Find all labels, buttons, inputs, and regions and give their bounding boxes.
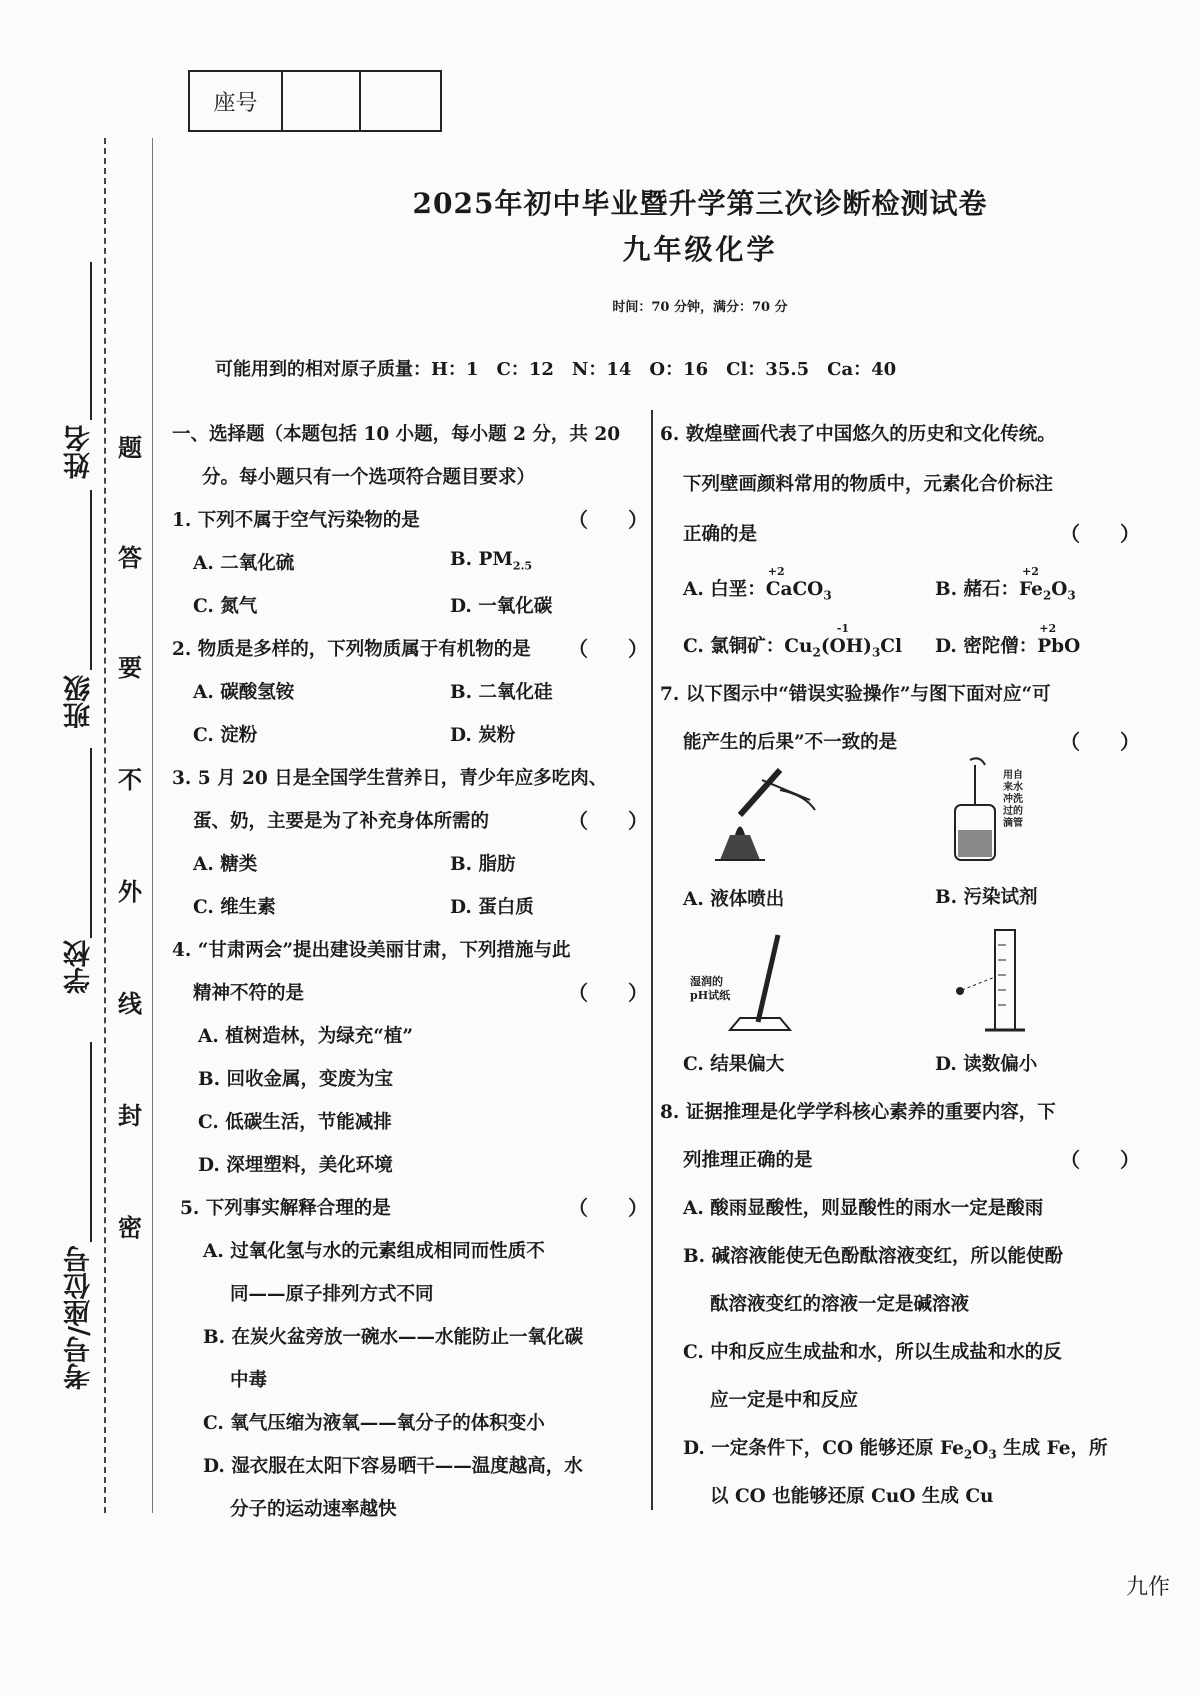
- answer-bracket[interactable]: （ ）: [568, 1196, 648, 1220]
- q7-option-c[interactable]: C. 结果偏大: [683, 1054, 785, 1075]
- q1-option-a[interactable]: A. 二氧化硫: [193, 553, 295, 574]
- q3-option-a[interactable]: A. 糖类: [193, 854, 258, 875]
- q2-option-b[interactable]: B. 二氧化硅: [450, 682, 553, 703]
- question-4-stem-cont: 精神不符的是: [193, 983, 305, 1004]
- section-heading: 一、选择题（本题包括 10 小题，每小题 2 分，共 20: [172, 424, 621, 445]
- q2-option-a[interactable]: A. 碳酸氢铵: [193, 682, 295, 703]
- seal-char: 封: [118, 1101, 142, 1130]
- binding-solid-line: [152, 138, 153, 1513]
- question-6-stem: 6. 敦煌壁画代表了中国悠久的历史和文化传统。: [660, 424, 1056, 445]
- q6-option-b[interactable]: B. 赭石： +2 $Fe_2O_3$: [935, 565, 1076, 603]
- seal-char: 外: [118, 877, 142, 906]
- q7-option-d[interactable]: D. 读数偏小: [935, 1054, 1038, 1075]
- column-divider: [651, 410, 653, 1510]
- q4-option-d[interactable]: D. 深埋塑料，美化环境: [198, 1155, 393, 1176]
- question-2-stem: 2. 物质是多样的，下列物质属于有机物的是: [172, 639, 531, 660]
- q4-option-b[interactable]: B. 回收金属，变废为宝: [198, 1069, 394, 1090]
- q3-option-d[interactable]: D. 蛋白质: [450, 897, 534, 918]
- question-7-stem-cont: 能产生的后果”不一致的是: [683, 732, 898, 753]
- q5-option-d-cont: 分子的运动速率越快: [230, 1499, 397, 1520]
- q7-option-b[interactable]: B. 污染试剂: [935, 887, 1038, 908]
- q8-option-c-cont: 应一定是中和反应: [710, 1390, 859, 1411]
- question-7-stem: 7. 以下图示中“错误实验操作”与图下面对应“可: [660, 684, 1051, 705]
- q6-option-d[interactable]: D. 密陀僧： +2 PbO: [935, 622, 1081, 657]
- question-6-stem-cont: 下列壁画颜料常用的物质中，元素化合价标注: [683, 474, 1054, 495]
- seal-char: 密: [118, 1213, 142, 1242]
- q1-option-c[interactable]: C. 氮气: [193, 596, 258, 617]
- section-heading-cont: 分。每小题只有一个选项符合题目要求）: [202, 467, 536, 488]
- corner-mark: 九作: [1125, 1575, 1170, 1600]
- q1-option-d[interactable]: D. 一氧化碳: [450, 596, 553, 617]
- question-6-stem-cont2: 正确的是: [683, 524, 758, 545]
- q7-option-a[interactable]: A. 液体喷出: [683, 889, 785, 910]
- seal-char: 题: [118, 433, 142, 462]
- figure-test-tube-heating: [690, 760, 820, 870]
- seat-number-box[interactable]: [188, 70, 442, 132]
- question-1-stem: 1. 下列不属于空气污染物的是: [172, 510, 420, 531]
- question-8-stem: 8. 证据推理是化学学科核心素养的重要内容，下: [660, 1102, 1056, 1123]
- q8-option-a[interactable]: A. 酸雨显酸性，则显酸性的雨水一定是酸雨: [683, 1198, 1044, 1219]
- atomic-masses: 可能用到的相对原子质量：H：1 C：12 N：14 O：16 Cl：35.5 Ca：40: [215, 359, 897, 380]
- answer-bracket[interactable]: （ ）: [1060, 522, 1140, 546]
- q5-option-a[interactable]: A. 过氧化氢与水的元素组成相同而性质不: [203, 1241, 545, 1262]
- seat-cell-1[interactable]: [283, 72, 361, 130]
- q3-option-b[interactable]: B. 脂肪: [450, 854, 516, 875]
- q4-option-a[interactable]: A. 植树造林，为绿充“植”: [198, 1026, 414, 1047]
- q1-option-b[interactable]: B. $PM_{2.5}$: [450, 549, 533, 573]
- binding-dashed-line: [104, 138, 106, 1513]
- school-blank[interactable]: [90, 748, 92, 938]
- q4-option-c[interactable]: C. 低碳生活，节能减排: [198, 1112, 392, 1133]
- q5-option-d[interactable]: D. 湿衣服在太阳下容易晒干——温度越高，水: [203, 1456, 583, 1477]
- question-3-stem: 3. 5 月 20 日是全国学生营养日，青少年应多吃肉、: [172, 768, 608, 789]
- name-blank[interactable]: [90, 262, 92, 420]
- q2-option-c[interactable]: C. 淀粉: [193, 725, 258, 746]
- question-5-stem: 5. 下列事实解释合理的是: [180, 1198, 391, 1219]
- class-label: 班级: [64, 675, 95, 729]
- name-label: 姓名: [64, 425, 95, 479]
- dropper-note: 用自 来水 冲洗 过的 滴管: [1003, 770, 1023, 829]
- q5-option-c[interactable]: C. 氧气压缩为液氧——氧分子的体积变小: [203, 1413, 545, 1434]
- question-8-stem-cont: 列推理正确的是: [683, 1150, 813, 1171]
- seal-char: 线: [118, 989, 142, 1018]
- class-blank[interactable]: [90, 490, 92, 670]
- seat-label: 座号: [190, 72, 283, 130]
- exam-number-blank[interactable]: [90, 1042, 92, 1242]
- q2-option-d[interactable]: D. 炭粉: [450, 725, 516, 746]
- answer-bracket[interactable]: （ ）: [1060, 1148, 1140, 1172]
- school-label: 学校: [64, 940, 95, 994]
- figure-graduated-cylinder: [950, 925, 1040, 1040]
- seat-cell-2[interactable]: [361, 72, 440, 130]
- q5-option-b[interactable]: B. 在炭火盆旁放一碗水——水能防止一氧化碳: [203, 1327, 584, 1348]
- q8-option-b[interactable]: B. 碱溶液能使无色酚酞溶液变红，所以能使酚: [683, 1246, 1064, 1267]
- answer-bracket[interactable]: （ ）: [1060, 730, 1140, 754]
- q5-option-b-cont: 中毒: [230, 1370, 268, 1391]
- q6-option-c[interactable]: C. 氯铜矿：$Cu_2$ -1 $(OH)_3Cl$: [683, 622, 903, 660]
- seal-char: 不: [118, 765, 142, 794]
- seal-char: 答: [118, 543, 142, 572]
- answer-bracket[interactable]: （ ）: [568, 981, 648, 1005]
- q5-option-a-cont: 同——原子排列方式不同: [230, 1284, 434, 1305]
- answer-bracket[interactable]: （ ）: [568, 809, 648, 833]
- exam-number-label: 考号/座位号: [64, 1245, 95, 1390]
- question-3-stem-cont: 蛋、奶，主要是为了补充身体所需的: [193, 811, 490, 832]
- question-4-stem: 4. “甘肃两会”提出建设美丽甘肃，下列措施与此: [172, 940, 571, 961]
- q8-option-d[interactable]: D. 一定条件下，CO 能够还原 $Fe_2O_3$ 生成 Fe，所: [683, 1438, 1108, 1462]
- answer-bracket[interactable]: （ ）: [568, 508, 648, 532]
- q8-option-d-cont: 以 CO 也能够还原 CuO 生成 Cu: [710, 1486, 994, 1507]
- q8-option-b-cont: 酞溶液变红的溶液一定是碱溶液: [710, 1294, 970, 1315]
- answer-bracket[interactable]: （ ）: [568, 637, 648, 661]
- seal-char: 要: [118, 653, 142, 682]
- q3-option-c[interactable]: C. 维生素: [193, 897, 276, 918]
- figure-ph-test: [700, 930, 810, 1040]
- page-subtitle: 九年级化学: [622, 233, 778, 266]
- page-title: 2025年初中毕业暨升学第三次诊断检测试卷: [412, 187, 988, 220]
- q8-option-c[interactable]: C. 中和反应生成盐和水，所以生成盐和水的反: [683, 1342, 1062, 1363]
- q6-option-a[interactable]: A. 白垩： +2 CaCO$_3$: [683, 565, 832, 603]
- ph-paper-note: 湿润的 pH试纸: [690, 975, 731, 1002]
- time-score-info: 时间：70 分钟，满分：70 分: [612, 300, 788, 315]
